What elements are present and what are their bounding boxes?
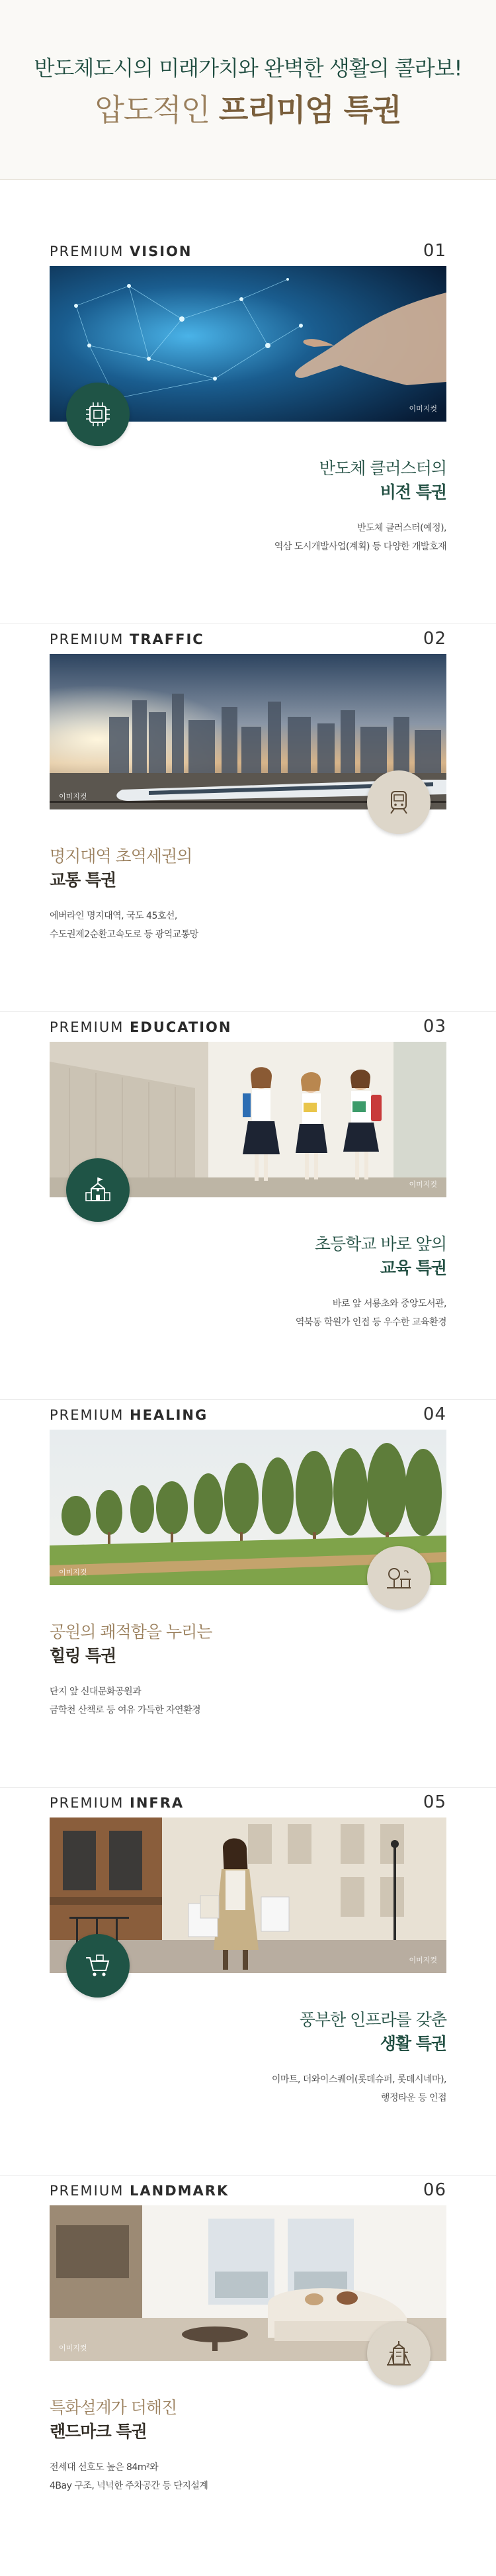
section-description <box>50 1295 446 1332</box>
section-number: 03 <box>423 1017 446 1036</box>
section-label <box>50 2183 229 2199</box>
header-title <box>0 86 496 130</box>
section-label <box>50 1019 231 1035</box>
section-heading <box>50 1403 446 1426</box>
header-divider <box>0 179 496 180</box>
section-number: 02 <box>423 629 446 649</box>
section-label-keyword: LANDMARK <box>130 2183 229 2199</box>
section-text <box>50 1620 446 1720</box>
image-caption: 이미지컷 <box>409 1956 437 1964</box>
image-caption: 이미지컷 <box>409 1180 437 1189</box>
section-heading <box>50 1015 446 1038</box>
semiconductor-chip-icon <box>83 400 112 429</box>
section-label-prefix: PREMIUM <box>50 1795 124 1811</box>
section-label <box>50 1407 208 1423</box>
section-desc-line2: 행정타운 등 인접 <box>380 2093 446 2103</box>
section-infra <box>0 1791 496 2188</box>
section-label-prefix: PREMIUM <box>50 631 124 647</box>
header-title-bold: 프리미엄 특권 <box>218 92 401 128</box>
section-title-line1: 공원의 쾌적함을 누리는 <box>50 1622 212 1641</box>
section-description <box>50 2070 446 2107</box>
section-desc-line1: 전세대 선호도 높은 84m²와 <box>50 2462 159 2473</box>
section-title-line1: 명지대역 초역세권의 <box>50 847 192 866</box>
image-caption: 이미지컷 <box>409 404 437 413</box>
section-number: 01 <box>423 241 446 261</box>
section-title-line2: 생활 특권 <box>380 2034 446 2053</box>
park-tree-icon <box>384 1563 413 1592</box>
section-desc-line1: 반도체 클러스터(예정), <box>356 523 446 533</box>
section-divider <box>0 1399 496 1400</box>
section-heading <box>50 627 446 650</box>
section-label-keyword: VISION <box>130 244 192 259</box>
section-title-line2: 교육 특권 <box>380 1258 446 1277</box>
section-desc-line2: 수도권제2순환고속도로 등 광역교통망 <box>50 929 198 940</box>
section-text <box>50 2008 446 2107</box>
vision-badge <box>66 383 130 446</box>
section-divider <box>0 1787 496 1788</box>
section-title-line2: 비전 특권 <box>380 483 446 502</box>
section-desc-line2: 4Bay 구조, 넉넉한 주차공간 등 단지설계 <box>50 2481 208 2491</box>
school-building-icon <box>83 1175 112 1205</box>
section-desc-line2: 금학천 산책로 등 여유 가득한 자연환경 <box>50 1705 201 1716</box>
image-caption: 이미지컷 <box>59 792 87 801</box>
section-description <box>50 519 446 556</box>
section-desc-line1: 이마트, 더와이스퀘어(롯데슈퍼, 롯데시네마), <box>271 2074 446 2085</box>
section-label-keyword: EDUCATION <box>130 1019 232 1035</box>
section-title-line2: 교통 특권 <box>50 870 116 890</box>
section-text <box>50 457 446 556</box>
section-text <box>50 1232 446 1332</box>
section-title-line2: 힐링 특권 <box>50 1646 116 1665</box>
section-label-keyword: TRAFFIC <box>130 631 204 647</box>
landmark-building-icon <box>384 2339 413 2368</box>
section-number: 04 <box>423 1404 446 1424</box>
image-caption: 이미지컷 <box>59 2344 87 2352</box>
section-divider <box>0 2175 496 2176</box>
section-desc-line1: 단지 앞 신대문화공원과 <box>50 1686 142 1697</box>
section-vision <box>0 240 496 637</box>
train-icon <box>384 788 413 817</box>
section-label <box>50 631 204 647</box>
page-header <box>0 0 496 180</box>
image-caption: 이미지컷 <box>59 1568 87 1577</box>
section-number: 06 <box>423 2180 446 2200</box>
shopping-cart-icon <box>83 1951 112 1980</box>
healing-badge <box>367 1546 431 1610</box>
section-heading <box>50 1791 446 1814</box>
section-label-keyword: HEALING <box>130 1407 208 1423</box>
section-desc-line2: 역북동 학원가 인접 등 우수한 교육환경 <box>295 1317 446 1328</box>
section-heading <box>50 240 446 262</box>
section-label-prefix: PREMIUM <box>50 2183 124 2199</box>
education-badge <box>66 1158 130 1222</box>
section-label <box>50 244 192 259</box>
section-text <box>50 2396 446 2495</box>
header-subtitle: 반도체도시의 미래가치와 완벽한 생활의 콜라보! <box>34 56 462 81</box>
section-healing <box>0 1403 496 1800</box>
section-description <box>50 907 446 944</box>
section-description <box>50 2458 446 2495</box>
section-title-line1: 초등학교 바로 앞의 <box>314 1234 446 1254</box>
section-number: 05 <box>423 1792 446 1812</box>
section-text <box>50 845 446 944</box>
section-heading <box>50 2179 446 2201</box>
section-divider <box>0 623 496 624</box>
traffic-badge <box>367 770 431 834</box>
section-description <box>50 1682 446 1720</box>
section-education <box>0 1015 496 1412</box>
section-title-line1: 풍부한 인프라를 갖춘 <box>299 2010 446 2029</box>
section-label-prefix: PREMIUM <box>50 244 124 259</box>
landmark-badge <box>367 2322 431 2385</box>
infra-badge <box>66 1934 130 1998</box>
section-label-prefix: PREMIUM <box>50 1407 124 1423</box>
section-label-keyword: INFRA <box>130 1795 185 1811</box>
section-desc-line1: 바로 앞 서룡초와 중앙도서관, <box>332 1299 446 1309</box>
section-traffic <box>0 627 496 1025</box>
section-title-line1: 특화설계가 더해진 <box>50 2398 177 2417</box>
section-desc-line1: 에버라인 명지대역, 국도 45호선, <box>50 911 177 921</box>
section-desc-line2: 역삼 도시개발사업(계획) 등 다양한 개발호재 <box>274 541 446 552</box>
section-landmark <box>0 2179 496 2576</box>
section-divider <box>0 1011 496 1012</box>
section-title-line2: 랜드마크 특권 <box>50 2422 147 2441</box>
header-title-light: 압도적인 <box>95 92 210 128</box>
section-label <box>50 1795 184 1811</box>
section-title-line1: 반도체 클러스터의 <box>319 459 446 478</box>
section-label-prefix: PREMIUM <box>50 1019 124 1035</box>
